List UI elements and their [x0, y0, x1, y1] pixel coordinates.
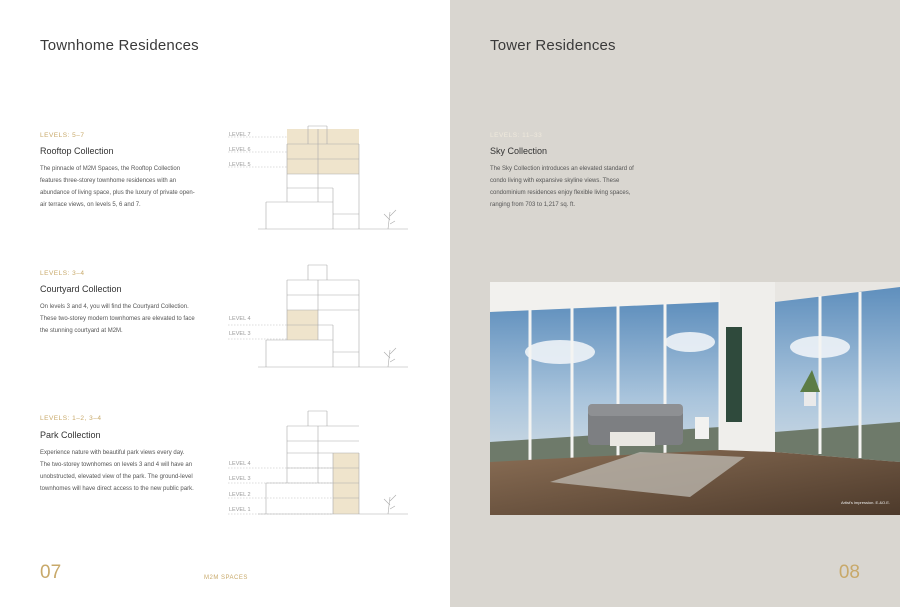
rooftop-description: The pinnacle of M2M Spaces, the Rooftop Collection features three-storey townhome residences with an abundance of living space, plus the luxury of private open-air terrace views, on levels 5, 6 and 7.: [40, 166, 195, 208]
rooftop-title: Rooftop Collection: [40, 146, 114, 156]
footer-brand: M2M SPACES: [204, 575, 248, 581]
diagram-label-level-1: LEVEL 1: [229, 507, 251, 513]
courtyard-title: Courtyard Collection: [40, 284, 122, 294]
diagram-label-level-3: LEVEL 3: [229, 476, 251, 482]
interior-rendering-illustration: [490, 282, 900, 515]
rooftop-section-diagram: [228, 124, 413, 234]
diagram-label-level-2: LEVEL 2: [229, 492, 251, 498]
rooftop-levels: LEVELS: 5–7: [40, 132, 85, 139]
diagram-label-level-4: LEVEL 4: [229, 316, 251, 322]
courtyard-levels: LEVELS: 3–4: [40, 270, 85, 277]
interior-rendering-photo: [490, 282, 900, 515]
sky-levels: LEVELS: 11–33: [490, 132, 543, 139]
park-upper-highlight: [333, 453, 359, 484]
right-page-title: Tower Residences: [490, 37, 616, 54]
courtyard-section-diagram: [228, 262, 413, 372]
diagram-label-level-4: LEVEL 4: [229, 461, 251, 467]
diagram-label-level-3: LEVEL 3: [229, 331, 251, 337]
park-levels: LEVELS: 1–2, 3–4: [40, 415, 102, 422]
park-description: Experience nature with beautiful park views every day. The two-storey townhomes on levels 3 and 4 will have an unobstructed, elevated view of the park. The ground-level townhomes will have direct access to the new public park.: [40, 450, 194, 492]
park-ground-highlight: [333, 484, 359, 514]
diagram-label-level-6: LEVEL 6: [229, 147, 251, 153]
park-section-diagram: [228, 408, 413, 518]
right-page: [450, 0, 900, 607]
courtyard-description: On levels 3 and 4, you will find the Courtyard Collection. These two-storey modern townhomes are elevated to face the stunning courtyard at M2M.: [40, 304, 195, 334]
right-page-number: 08: [838, 562, 860, 583]
diagram-label-level-5: LEVEL 5: [229, 162, 251, 168]
left-page-number: 07: [40, 562, 62, 583]
left-page-title: Townhome Residences: [40, 37, 199, 54]
park-title: Park Collection: [40, 430, 101, 440]
diagram-label-level-7: LEVEL 7: [229, 132, 251, 138]
sky-description: The Sky Collection introduces an elevated standard of condo living with expansive skyline views. These condominium residences enjoy flexible living spaces, ranging from 703 to 1,217 sq. ft.: [490, 166, 634, 208]
rooftop-level-7-highlight: [287, 129, 359, 144]
sky-title: Sky Collection: [490, 146, 548, 156]
photo-credit: Artist's impression. E.&O.E.: [841, 500, 890, 505]
